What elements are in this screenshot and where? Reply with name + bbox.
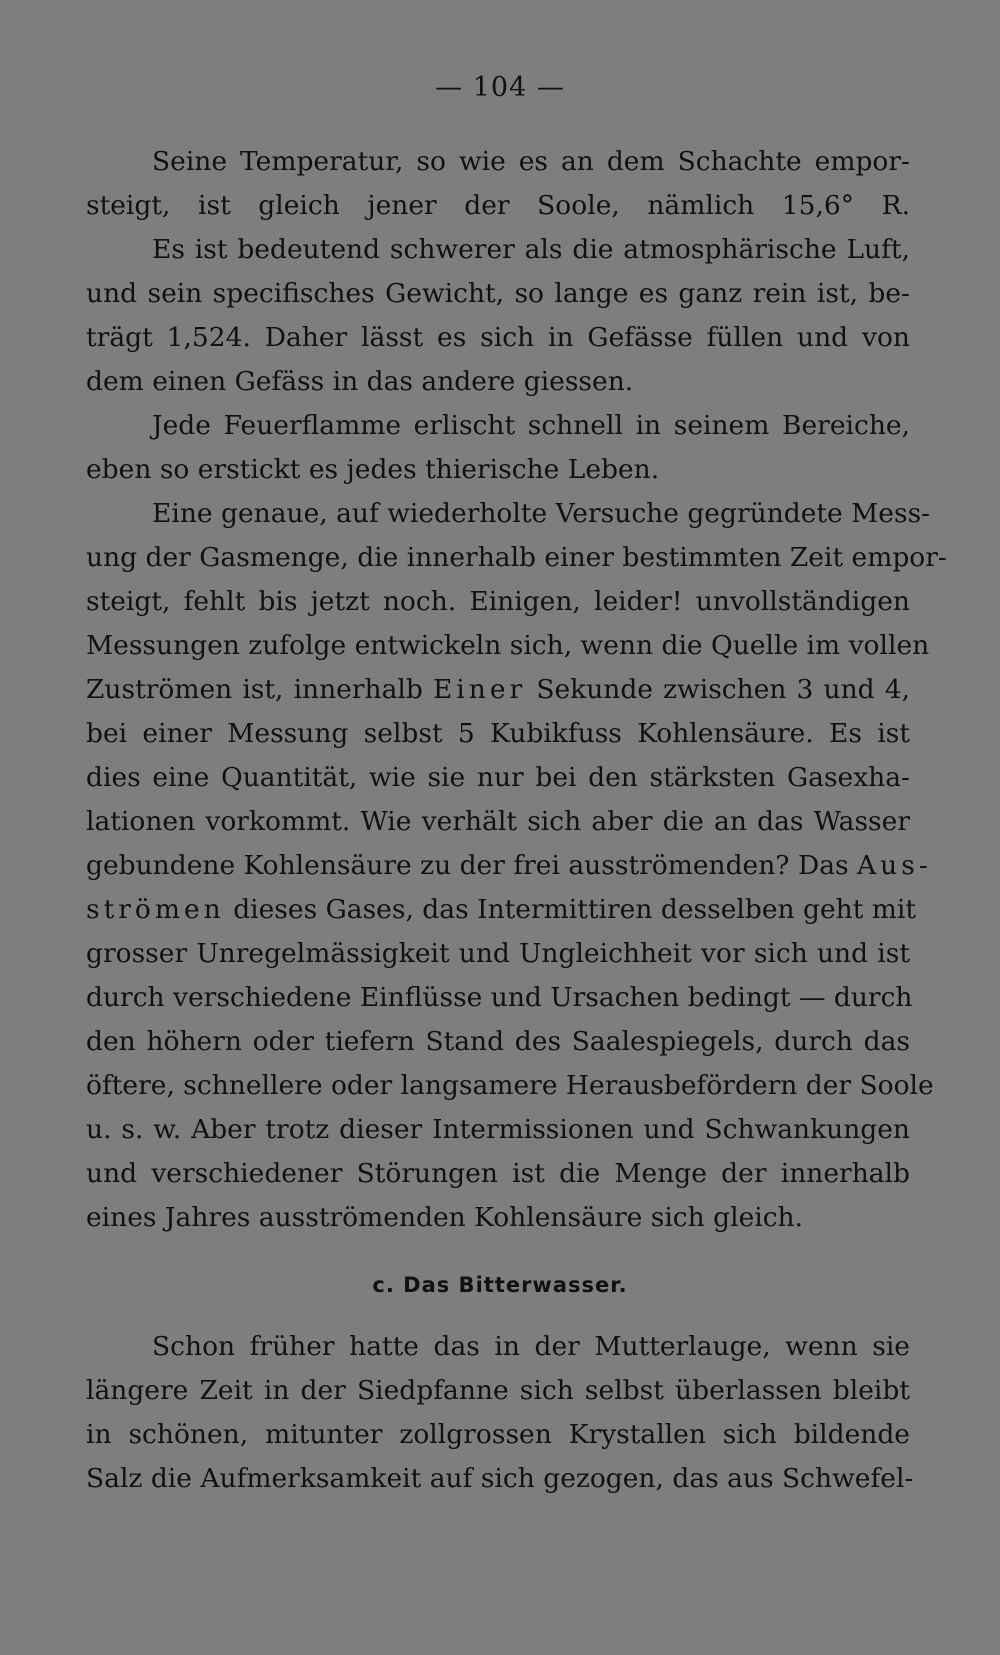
text-line: eben so erstickt es jedes thierische Leben. — [86, 454, 660, 485]
text-line: trägt 1,524. Daher lässt es sich in Gefässe füllen und von — [86, 322, 910, 353]
text-line: ung der Gasmenge, die innerhalb einer bestimmten Zeit empor- — [86, 542, 947, 573]
text-line: eines Jahres ausströmenden Kohlensäure sich gleich. — [86, 1202, 804, 1233]
text-line — [86, 888, 917, 932]
text-line: Es ist bedeutend schwerer als die atmosphärische Luft, — [152, 234, 910, 265]
text-line — [86, 668, 910, 712]
text-line: Schon früher hatte das in der Mutterlauge, wenn sie — [152, 1331, 910, 1362]
spaced-word: Einer — [432, 674, 527, 705]
text-line — [86, 844, 932, 888]
text-line: grosser Unregelmässigkeit und Ungleichheit vor sich und ist — [86, 938, 910, 969]
text-line: Salz die Aufmerksamkeit auf sich gezogen, das aus Schwefel- — [86, 1463, 914, 1494]
text-line: u. s. w. Aber trotz dieser Intermissionen und Schwankungen — [86, 1114, 910, 1145]
text-line: und verschiedener Störungen ist die Menge der innerhalb — [86, 1158, 910, 1189]
text-line: in schönen, mitunter zollgrossen Krystallen sich bildende — [86, 1419, 910, 1450]
text-line: dem einen Gefäss in das andere giessen. — [86, 366, 634, 397]
text-line: lationen vorkommt. Wie verhält sich aber die an das Wasser — [86, 806, 910, 837]
text-line: durch verschiedene Einflüsse und Ursachen bedingt — durch — [86, 982, 913, 1013]
text-line: öftere, schnellere oder langsamere Herausbefördern der Soole — [86, 1070, 934, 1101]
text-fragment: dieses Gases, das Intermittiren desselben geht mit — [233, 894, 917, 925]
text-fragment: gebundene Kohlensäure zu der frei ausströmenden? Das — [86, 850, 849, 881]
section-heading: c. Das Bitterwasser. — [372, 1273, 628, 1297]
text-line: Seine Temperatur, so wie es an dem Schachte empor- — [152, 146, 910, 177]
page-number: — 104 — — [435, 72, 565, 103]
text-line: Messungen zufolge entwickeln sich, wenn die Quelle im vollen — [86, 630, 930, 661]
spaced-word: Aus- — [857, 850, 932, 881]
text-line: steigt, ist gleich jener der Soole, nämlich 15,6° R. — [86, 190, 910, 221]
text-line: Jede Feuerflamme erlischt schnell in seinem Bereiche, — [152, 410, 910, 441]
text-fragment: Zuströmen ist, innerhalb — [86, 674, 423, 705]
text-line: längere Zeit in der Siedpfanne sich selbst überlassen bleibt — [86, 1375, 910, 1406]
text-fragment: Sekunde zwischen 3 und 4, — [536, 674, 910, 705]
text-line: Eine genaue, auf wiederholte Versuche gegründete Mess- — [152, 498, 931, 529]
text-line: bei einer Messung selbst 5 Kubikfuss Kohlensäure. Es ist — [86, 718, 910, 749]
text-line: steigt, fehlt bis jetzt noch. Einigen, leider! unvollständigen — [86, 586, 910, 617]
text-line: und sein specifisches Gewicht, so lange es ganz rein ist, be- — [86, 278, 910, 309]
spaced-word: strömen — [86, 894, 225, 925]
text-line: den höhern oder tiefern Stand des Saalespiegels, durch das — [86, 1026, 910, 1057]
text-line: dies eine Quantität, wie sie nur bei den stärksten Gasexha- — [86, 762, 910, 793]
